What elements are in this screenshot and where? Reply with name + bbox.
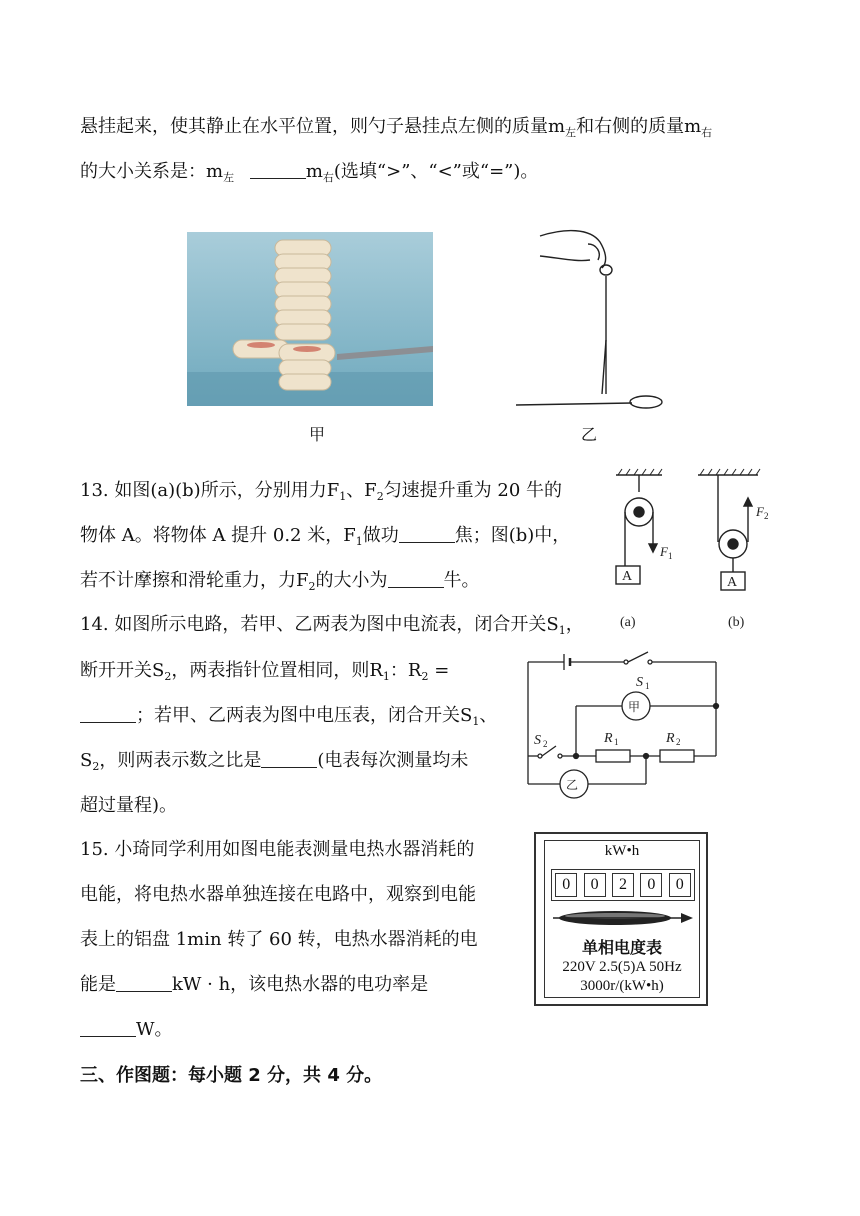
meter-digit: 0 — [669, 873, 691, 897]
figure-caption-jia: 甲 — [309, 425, 326, 444]
figure-caption-yi: 乙 — [581, 425, 598, 444]
q13-line2: 物体 A。将物体 A 提升 0.2 米，$F_1$做功 焦；图(b)中， — [80, 525, 571, 548]
svg-text:R: R — [666, 731, 675, 746]
meter-digit: 0 — [640, 873, 662, 897]
svg-text:S: S — [636, 675, 643, 690]
answer-blank[interactable] — [80, 706, 136, 723]
answer-blank[interactable] — [399, 526, 455, 543]
svg-text:1: 1 — [614, 737, 619, 747]
q13-line1: 13. 如图(a)(b)所示，分别用力$F_1$、$F_2$匀速提升重为 20 牛的 — [80, 480, 563, 503]
meter-digit: 0 — [584, 873, 606, 897]
q13-line3: 若不计摩擦和滑轮重力，力$F_2$的大小为 牛。 — [80, 570, 480, 593]
svg-text:(b): (b) — [728, 615, 745, 630]
meter-spec-constant: 3000r/(kW•h) — [580, 978, 664, 994]
svg-text:S: S — [534, 733, 541, 748]
rotating-disc-icon — [549, 907, 695, 929]
q12-line1: 悬挂起来，使其静止在水平位置，则勺子悬挂点左侧的质量$m_左$和右侧的质量$m_右$ — [80, 116, 713, 139]
section-heading: 三、作图题：每小题 2 分，共 4 分。 — [80, 1065, 383, 1086]
meter-digit: 0 — [555, 873, 577, 897]
answer-blank[interactable] — [80, 1020, 136, 1037]
q14-line4: $S_2$，则两表示数之比是 (电表每次测量均未 — [80, 750, 469, 773]
q14-line3: ；若甲、乙两表为图中电压表，闭合开关$S_1$、 — [80, 705, 497, 733]
q15-line3: 表上的铝盘 1min 转了 60 转，电热水器消耗的电 — [80, 929, 478, 950]
meter-spec-rating: 220V 2.5(5)A 50Hz — [562, 959, 682, 975]
meter-display — [551, 869, 695, 901]
meter-unit: kW•h — [604, 843, 640, 859]
q15-line4: 能是 kW · h，该电热水器的电功率是 — [80, 974, 429, 995]
meter-name: 单相电度表 — [581, 938, 662, 957]
pulley-figure — [606, 466, 792, 636]
meter-digit: 2 — [612, 873, 634, 897]
svg-text:F: F — [756, 504, 764, 519]
svg-text:(a): (a) — [620, 615, 636, 630]
svg-text:F: F — [660, 544, 668, 559]
q15-line1: 15. 小琦同学利用如图电能表测量电热水器消耗的 — [80, 839, 475, 860]
circuit-diagram — [524, 650, 724, 802]
q14-line2: 断开开关$S_2$，两表指针位置相同，则$R_1$：$R_2$ = — [80, 660, 450, 683]
svg-text:2: 2 — [543, 739, 548, 749]
svg-text:2: 2 — [764, 511, 769, 521]
svg-text:乙: 乙 — [566, 778, 579, 792]
svg-text:1: 1 — [645, 681, 650, 691]
svg-text:A: A — [727, 575, 738, 590]
block-a-label: A — [622, 569, 633, 584]
svg-text:1: 1 — [668, 551, 673, 561]
answer-blank[interactable] — [116, 975, 172, 992]
answer-blank[interactable] — [388, 571, 444, 588]
svg-text:甲: 甲 — [628, 700, 641, 714]
hanging-spoon-drawing — [510, 222, 670, 416]
q14-line1: 14. 如图所示电路，若甲、乙两表为图中电流表，闭合开关$S_1$， — [80, 614, 584, 637]
q15-line2: 电能，将电热水器单独连接在电路中，观察到电能 — [80, 884, 476, 905]
q14-line5: 超过量程)。 — [80, 795, 178, 816]
svg-text:R: R — [604, 731, 613, 746]
answer-blank[interactable] — [250, 162, 306, 179]
answer-blank[interactable] — [261, 751, 317, 768]
q15-line5: W。 — [80, 1019, 173, 1041]
stacked-pieces-photo — [187, 232, 433, 406]
svg-text:2: 2 — [676, 737, 681, 747]
energy-meter — [534, 832, 708, 1006]
q12-line2: 的大小关系是：$m_左$ $m_右$(选填“>”、“<”或“=”)。 — [80, 161, 539, 184]
